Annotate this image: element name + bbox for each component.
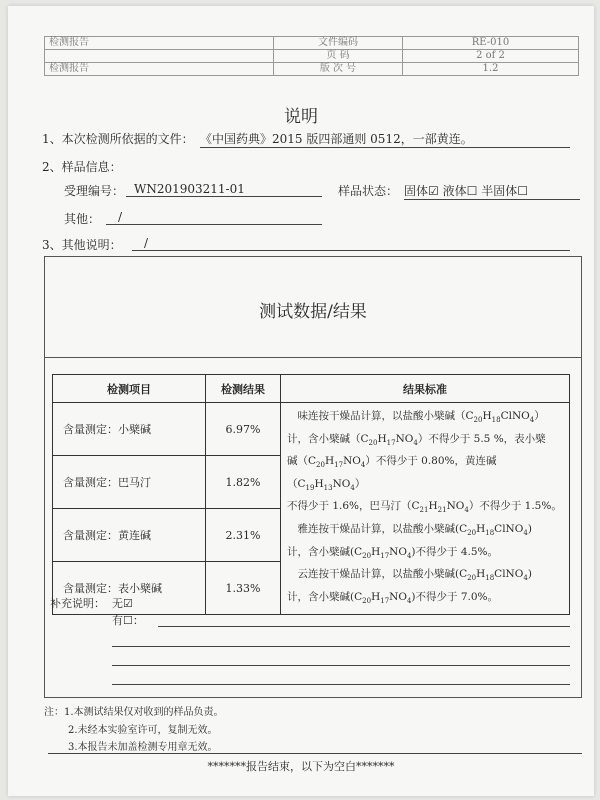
header-value-cell: 1.2: [403, 63, 579, 76]
header-left-cell: 检测报告: [45, 63, 274, 76]
sample-state-options: [404, 182, 580, 200]
col-header-standard: 结果标准: [281, 375, 570, 403]
result-cell: 2.31%: [206, 509, 281, 562]
other-label: 其他：: [64, 212, 101, 226]
note-1: 注：1.本测试结果仅对收到的样品负责。: [44, 707, 224, 718]
standard-line: 计，含小檗碱$(C_{20}H_{17}NO_4)$不得少于 5.5 %，表小檗: [287, 432, 546, 447]
report-end-marker: *******报告结束，以下为空白*******: [207, 760, 395, 773]
standard-line: 计，含小檗碱$(C_{20}H_{17}NO_4)$不得少于 7.0%。: [287, 590, 499, 605]
standard-line: 云连按干燥品计算，以盐酸小檗碱$(C_{20}H_{18}ClNO_4)$: [297, 568, 532, 583]
standard-line: 雅连按干燥品计算，以盐酸小檗碱$(C_{20}H_{18}ClNO_4)$: [297, 522, 532, 538]
supplement-line: [112, 665, 570, 666]
header-value-cell: RE-010: [403, 37, 579, 50]
other-value: /: [106, 210, 322, 225]
note-2: 2.未经本实验室许可，复制无效。: [68, 725, 218, 736]
item1-label: 1、本次检测所依据的文件：: [42, 132, 194, 146]
header-value-cell: 2 of 2: [403, 50, 579, 63]
standard-line: 味连按干燥品计算，以盐酸小檗碱$(C_{20}H_{18}ClNO_4)$: [297, 410, 545, 425]
item2-label: 2、样品信息：: [42, 160, 122, 174]
document-page: [8, 6, 594, 796]
table-row: [53, 403, 570, 456]
state-solid-option: 固体☑: [404, 184, 439, 198]
standard-cell: [281, 403, 570, 615]
col-header-result: 检测结果: [206, 375, 281, 403]
results-table: [52, 374, 570, 615]
supplement-line: [112, 646, 570, 647]
header-left-cell: 检测报告: [45, 37, 274, 50]
supplement-line: [112, 684, 570, 685]
receipt-value: WN201903211-01: [126, 182, 322, 197]
results-divider: [45, 357, 581, 358]
receipt-label: 受理编号：: [64, 184, 125, 198]
note-3: 3.本报告未加盖检测专用章无效。: [68, 742, 218, 753]
supplement-none: 无☑: [112, 597, 133, 610]
standard-line: 碱$(C_{20}H_{17}NO_4)$不得少于 0.80%，黄连碱$(C_{19}H_{13}NO_4)$: [287, 455, 497, 492]
supplement-line: [158, 626, 570, 627]
state-semi-option: 半固体☐: [481, 184, 528, 198]
header-row: [45, 63, 579, 76]
item3-value: /: [132, 236, 570, 251]
item1-value: 《中国药典》2015 版四部通则 0512，一部黄连。: [200, 130, 570, 148]
results-title: 测试数据/结果: [259, 302, 367, 322]
supplement-has: 有☐：: [112, 614, 144, 627]
header-label-cell: 版 次 号: [274, 63, 403, 76]
item-cell: 含量测定：小檗碱: [53, 403, 206, 456]
header-table: [44, 36, 579, 76]
page-title: 说明: [284, 107, 318, 127]
supplement-label: 补充说明：: [50, 597, 105, 610]
result-cell: 1.33%: [206, 562, 281, 615]
item-cell: 含量测定：表小檗碱: [53, 562, 206, 615]
item3-label: 3、其他说明：: [42, 238, 122, 252]
state-liquid-option: 液体☐: [442, 184, 478, 198]
header-label-cell: 页 码: [274, 50, 403, 63]
item-cell: 含量测定：黄连碱: [53, 509, 206, 562]
result-cell: 1.82%: [206, 456, 281, 509]
item-cell: 含量测定：巴马汀: [53, 456, 206, 509]
header-row: [45, 37, 579, 50]
results-header-row: [53, 375, 570, 403]
footer-divider: [48, 753, 582, 754]
standard-line: 不得少于 1.6%，巴马汀$(C_{21}H_{21}NO_4)$不得少于 1.5%。: [287, 500, 562, 515]
header-label-cell: 文件编码: [274, 37, 403, 50]
state-label: 样品状态：: [338, 184, 399, 198]
header-row: [45, 50, 579, 63]
result-cell: 6.97%: [206, 403, 281, 456]
col-header-item: 检测项目: [53, 375, 206, 403]
header-left-cell: [45, 50, 274, 63]
standard-line: 计，含小檗碱$(C_{20}H_{17}NO_4)$不得少于 4.5%。: [287, 545, 499, 560]
